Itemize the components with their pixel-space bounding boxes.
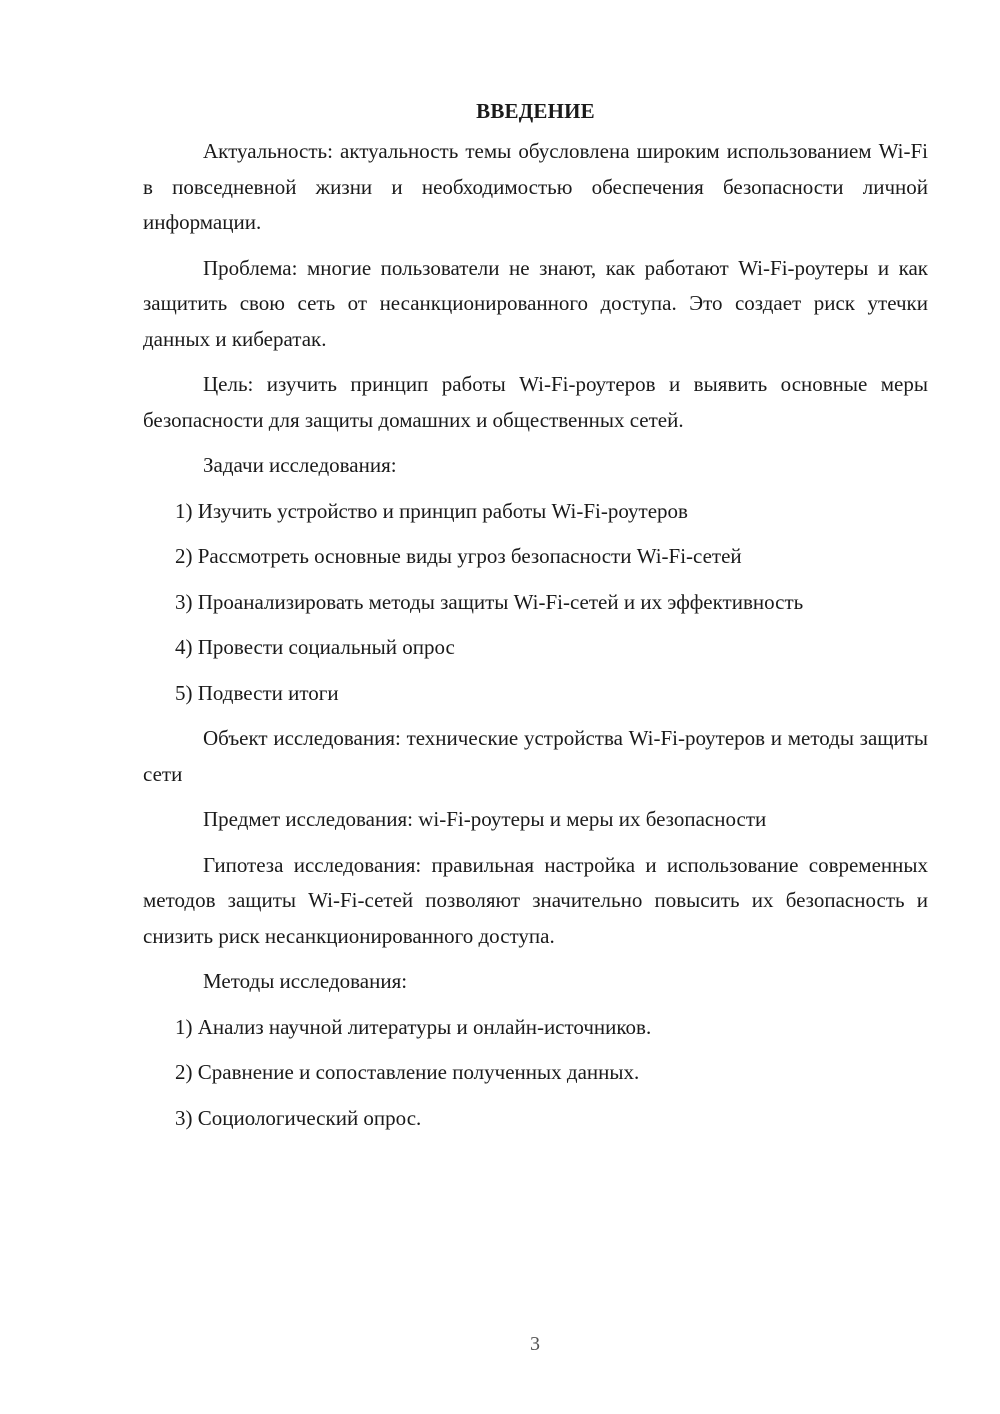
task-item-2: 2) Рассмотреть основные виды угроз безопасности Wi-Fi-сетей [175, 544, 742, 568]
tasks-title: Задачи исследования: [203, 453, 397, 477]
methods-title: Методы исследования: [203, 969, 408, 993]
method-item-2: 2) Сравнение и сопоставление полученных данных. [175, 1060, 640, 1084]
object-paragraph: Объект исследования: технические устройства Wi-Fi-роутеров и методы защиты сети [143, 726, 928, 786]
page-number: 3 [530, 1333, 540, 1355]
task-item-5: 5) Подвести итоги [175, 680, 339, 705]
method-item-1: 1) Анализ научной литературы и онлайн-источников. [175, 1014, 652, 1039]
goal-paragraph: Цель: изучить принцип работы Wi-Fi-роутеров и выявить основные меры безопасности для защиты домашних и общественных сетей. [143, 372, 928, 432]
task-item-3: 3) Проанализировать методы защиты Wi-Fi-сетей и их эффективность [175, 589, 804, 614]
task-item-1: 1) Изучить устройство и принцип работы Wi-Fi-роутеров [175, 498, 688, 523]
problem-paragraph: Проблема: многие пользователи не знают, как работают Wi-Fi-роутеры и как защитить свою сеть от несанкционированного доступа. Это создает риск утечки данных и кибератак. [143, 255, 928, 351]
document-page [143, 94, 928, 1146]
hypothesis-paragraph: Гипотеза исследования: правильная настройка и использование современных методов защиты Wi-Fi-сетей позволяют значительно повысить их безопасность и снизить риск несанкционированного доступа. [143, 852, 928, 948]
task-item-4: 4) Провести социальный опрос [175, 635, 455, 659]
subject-paragraph: Предмет исследования: wi-Fi-роутеры и меры их безопасности [203, 807, 767, 831]
method-item-3: 3) Социологический опрос. [175, 1105, 422, 1130]
section-heading: ВВЕДЕНИЕ [476, 99, 595, 123]
relevance-paragraph: Актуальность: актуальность темы обусловлена широким использованием Wi-Fi в повседневной жизни и необходимостью обеспечения безопасности личной информации. [143, 139, 928, 234]
